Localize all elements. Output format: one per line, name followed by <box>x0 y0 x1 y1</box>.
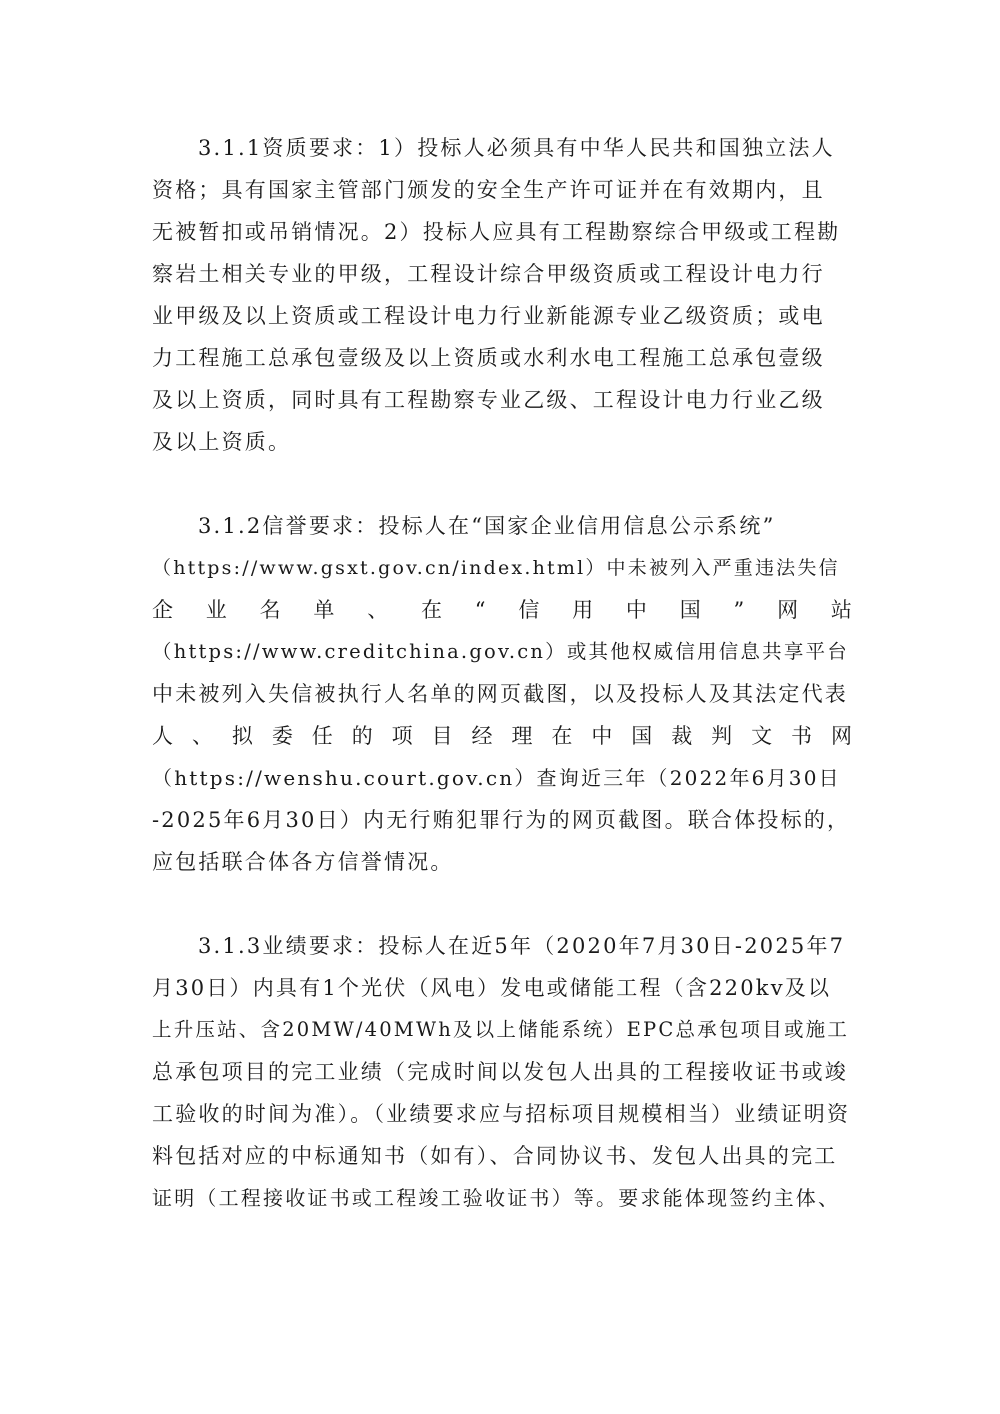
paragraph-3-1-2-line-4: （https://www.creditchina.gov.cn）或其他权威信用信息共享平台 <box>152 640 849 663</box>
paragraph-3-1-2-line-1: 3.1.2信誉要求：投标人在“国家企业信用信息公示系统” <box>198 514 776 538</box>
justified-char: 判 <box>711 724 733 748</box>
paragraph-3-1-1-line-3: 无被暂扣或吊销情况。2）投标人应具有工程勘察综合甲级或工程勘 <box>152 220 841 244</box>
paragraph-3-1-2-line-5: 中未被列入失信被执行人名单的网页截图，以及投标人及其法定代表 <box>152 682 848 706</box>
paragraph-3-1-3-line-4: 总承包项目的完工业绩（完成时间以发包人出具的工程接收证书或竣 <box>152 1060 848 1084</box>
justified-char: 名 <box>259 598 281 622</box>
justified-char: 在 <box>420 598 442 622</box>
justified-char: 项 <box>391 724 413 748</box>
justified-char: 国 <box>631 724 653 748</box>
justified-char: 书 <box>791 724 812 748</box>
paragraph-3-1-1-line-6: 力工程施工总承包壹级及以上资质或水利水电工程施工总承包壹级 <box>152 346 825 370</box>
justified-char: 委 <box>271 724 293 748</box>
justified-char: 裁 <box>671 724 693 748</box>
justified-char: 企 <box>152 598 173 622</box>
justified-char: 的 <box>351 724 373 748</box>
justified-char: 文 <box>751 724 773 748</box>
justified-char: 中 <box>625 598 647 622</box>
justified-char: 网 <box>830 724 852 748</box>
paragraph-3-1-2-line-2: （https://www.gsxt.gov.cn/index.html）中未被列入严重违法失信 <box>152 557 840 579</box>
paragraph-3-1-1-line-2: 资格；具有国家主管部门颁发的安全生产许可证并在有效期内，且 <box>152 178 825 202</box>
paragraph-3-1-1-line-1: 3.1.1资质要求：1）投标人必须具有中华人民共和国独立法人 <box>198 136 835 160</box>
justified-char: “ <box>474 598 486 622</box>
paragraph-3-1-3-line-3: 上升压站、含20MW/40MWh及以上储能系统）EPC总承包项目或施工 <box>152 1018 850 1041</box>
paragraph-3-1-2-line-7: （https://wenshu.court.gov.cn）查询近三年（2022年6月30日 <box>152 766 841 790</box>
justified-char: 、 <box>191 724 213 748</box>
justified-char: 用 <box>572 598 594 622</box>
justified-char: 、 <box>367 598 389 622</box>
justified-char: 业 <box>205 598 227 622</box>
justified-char: 国 <box>679 598 701 622</box>
paragraph-3-1-3-line-6: 料包括对应的中标通知书（如有）、合同协议书、发包人出具的完工 <box>152 1144 838 1168</box>
paragraph-3-1-1-line-8: 及以上资质。 <box>152 430 292 454</box>
paragraph-3-1-3-line-2: 月30日）内具有1个光伏（风电）发电或储能工程（含220kv及以 <box>152 976 832 1000</box>
paragraph-3-1-1-line-5: 业甲级及以上资质或工程设计电力行业新能源专业乙级资质；或电 <box>152 304 825 328</box>
justified-char: 站 <box>830 598 852 622</box>
paragraph-3-1-3-line-5: 工验收的时间为准）。（业绩要求应与招标项目规模相当）业绩证明资 <box>152 1102 851 1126</box>
paragraph-3-1-2-line-8: -2025年6月30日）内无行贿犯罪行为的网页截图。联合体投标的， <box>152 808 851 832</box>
paragraph-3-1-3-line-7: 证明（工程接收证书或工程竣工验收证书）等。要求能体现签约主体、 <box>152 1186 841 1210</box>
paragraph-3-1-2-line-9: 应包括联合体各方信誉情况。 <box>152 850 454 874</box>
justified-char: ” <box>733 598 745 622</box>
paragraph-3-1-1-line-4: 察岩土相关专业的甲级，工程设计综合甲级资质或工程设计电力行 <box>152 262 825 286</box>
justified-char: 信 <box>518 598 540 622</box>
justified-char: 单 <box>313 598 335 622</box>
justified-char: 理 <box>511 724 533 748</box>
justified-char: 拟 <box>231 724 253 748</box>
justified-char: 目 <box>431 724 453 748</box>
paragraph-3-1-2-line-3 <box>152 590 852 630</box>
paragraph-3-1-2-line-6 <box>152 716 852 756</box>
justified-char: 网 <box>777 598 799 622</box>
justified-char: 人 <box>152 724 173 748</box>
paragraph-3-1-3-line-1: 3.1.3业绩要求：投标人在近5年（2020年7月30日-2025年7 <box>198 934 846 958</box>
justified-char: 任 <box>311 724 333 748</box>
justified-char: 中 <box>591 724 613 748</box>
paragraph-3-1-1-line-7: 及以上资质，同时具有工程勘察专业乙级、工程设计电力行业乙级 <box>152 388 825 412</box>
justified-char: 经 <box>471 724 493 748</box>
justified-char: 在 <box>551 724 573 748</box>
